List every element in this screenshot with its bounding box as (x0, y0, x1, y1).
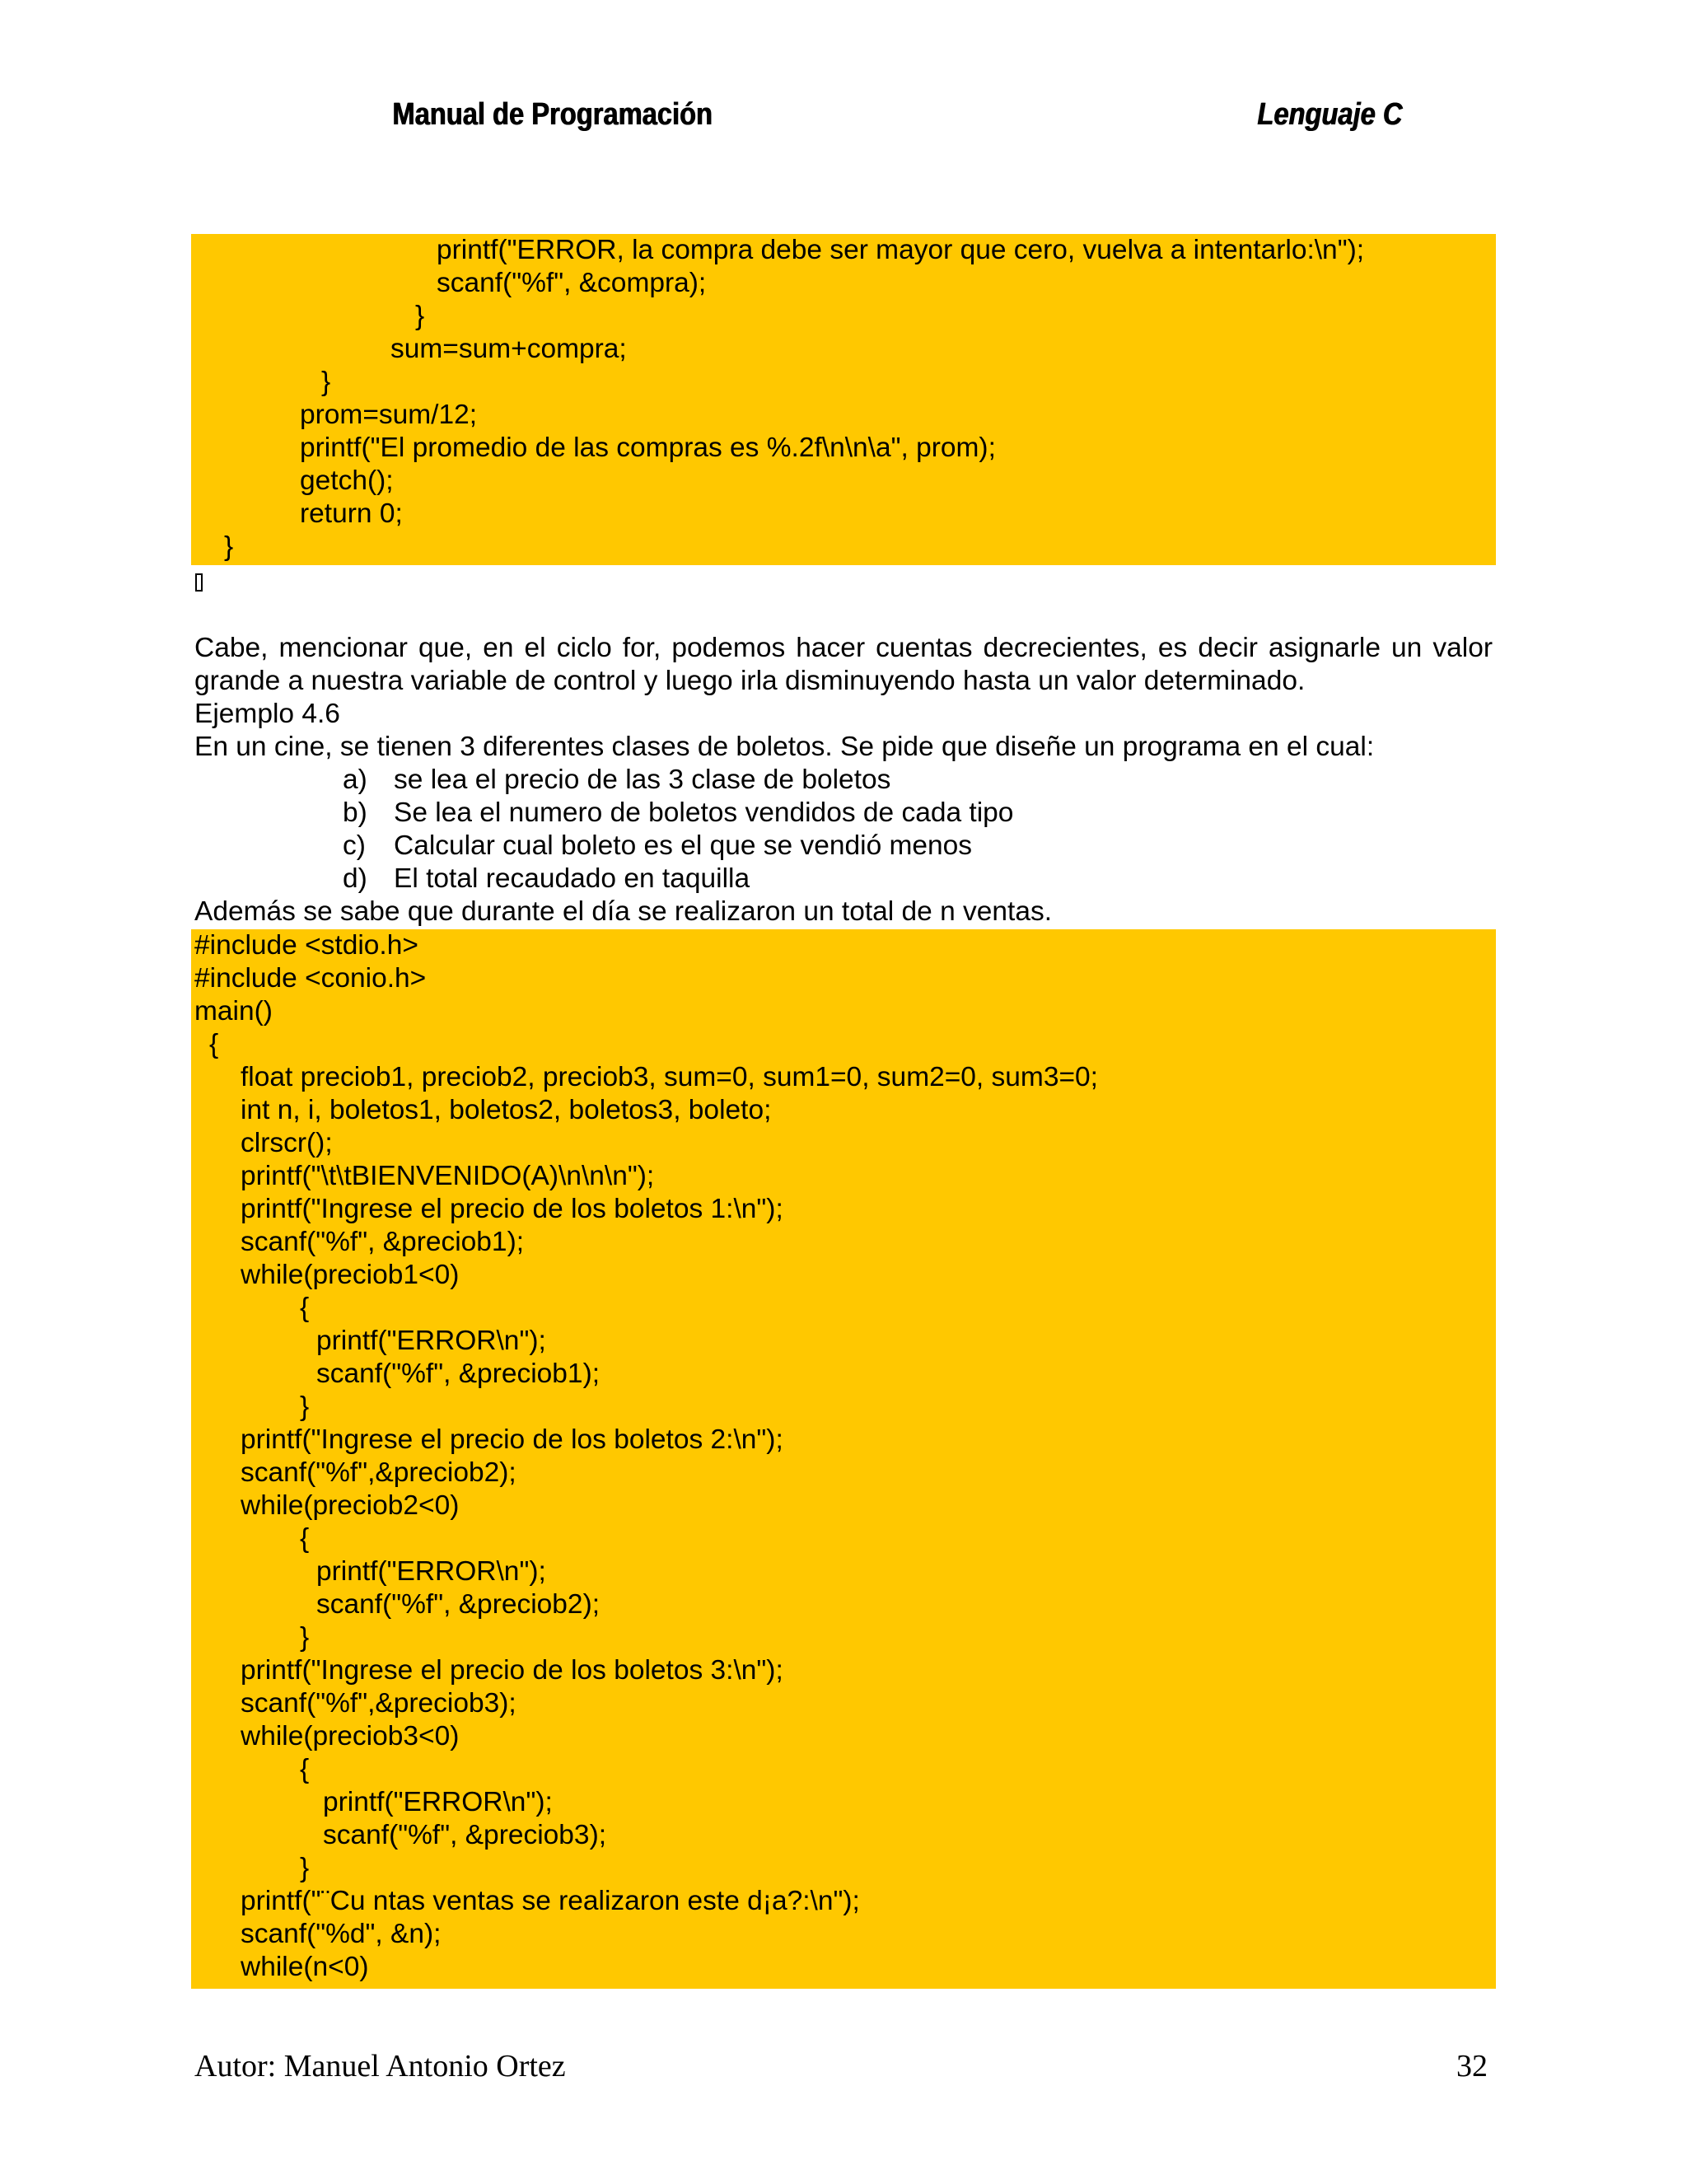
code-line: clrscr(); (241, 1128, 333, 1158)
code-line: scanf("%f", &preciob2); (316, 1589, 600, 1620)
list-item-marker: a) (343, 765, 367, 795)
code-line: scanf("%f", &preciob1); (241, 1227, 525, 1257)
list-item: se lea el precio de las 3 clase de boletos (394, 765, 891, 795)
code-line: scanf("%f",&preciob2); (241, 1457, 516, 1488)
code-line: } (300, 1853, 310, 1883)
code-line: while(preciob1<0) (241, 1260, 460, 1290)
code-line: #include <stdio.h> (194, 930, 418, 961)
list-item: Se lea el numero de boletos vendidos de cada tipo (394, 797, 1014, 828)
code-line: printf("ERROR\n"); (323, 1787, 553, 1817)
list-item-marker: b) (343, 797, 367, 828)
code-line: printf("Ingrese el precio de los boletos 3:\n"); (241, 1655, 783, 1686)
example-title: Ejemplo 4.6 (194, 699, 340, 729)
code-line: { (300, 1293, 310, 1323)
missing-glyph-box (195, 573, 203, 592)
code-line: { (209, 1029, 219, 1059)
example-intro: En un cine, se tienen 3 diferentes clases de boletos. Se pide que diseñe un programa en el cual: (194, 732, 1375, 762)
code-line: } (300, 1391, 310, 1422)
code-line: printf("Ingrese el precio de los boletos 2:\n"); (241, 1424, 783, 1455)
paragraph-line: Cabe, mencionar que, en el ciclo for, podemos hacer cuentas decrecientes, es decir asignarle un valor (194, 633, 1493, 663)
footer-author: Autor: Manuel Antonio Ortez (194, 2049, 566, 2083)
list-item: El total recaudado en taquilla (394, 863, 750, 894)
paragraph-line: grande a nuestra variable de control y luego irla disminuyendo hasta un valor determinado. (194, 666, 1306, 696)
code-line: { (300, 1754, 310, 1784)
code-block-1 (191, 234, 1496, 565)
code-line: return 0; (300, 498, 403, 529)
code-line: } (224, 531, 234, 562)
code-line: printf("ERROR, la compra debe ser mayor que cero, vuelva a intentarlo:\n"); (437, 235, 1365, 265)
code-line: getch(); (300, 465, 394, 496)
code-line: float preciob1, preciob2, preciob3, sum=0, sum1=0, sum2=0, sum3=0; (241, 1062, 1098, 1092)
page-number: 32 (1456, 2049, 1488, 2083)
code-line: scanf("%f",&preciob3); (241, 1688, 516, 1719)
list-item: Calcular cual boleto es el que se vendió menos (394, 830, 973, 861)
code-line: } (415, 301, 425, 331)
list-item-marker: c) (343, 830, 366, 861)
code-line: } (321, 367, 331, 397)
code-line: printf("El promedio de las compras es %.2f\n\n\a", prom); (300, 433, 996, 463)
code-line: scanf("%f", &preciob1); (316, 1359, 600, 1389)
code-line: } (300, 1622, 310, 1653)
header-language-title: Lenguaje C (1257, 97, 1403, 132)
code-line: scanf("%f", &compra); (437, 268, 707, 298)
code-line: #include <conio.h> (194, 963, 427, 994)
code-line: printf("\t\tBIENVENIDO(A)\n\n\n"); (241, 1161, 655, 1191)
code-line: while(preciob2<0) (241, 1490, 460, 1521)
code-line: sum=sum+compra; (390, 334, 627, 364)
header-manual-title: Manual de Programación (392, 97, 713, 132)
code-line: scanf("%d", &n); (241, 1919, 442, 1949)
code-line: while(preciob3<0) (241, 1721, 460, 1751)
code-line: int n, i, boletos1, boletos2, boletos3, boleto; (241, 1095, 772, 1125)
code-block-2 (191, 929, 1496, 1989)
code-line: printf("ERROR\n"); (316, 1326, 546, 1356)
code-line: main() (194, 996, 273, 1027)
closing-sentence: Además se sabe que durante el día se realizaron un total de n ventas. (194, 896, 1053, 927)
code-line: printf("¨Cu ntas ventas se realizaron este d¡a?:\n"); (241, 1886, 860, 1916)
code-line: prom=sum/12; (300, 400, 478, 430)
code-line: scanf("%f", &preciob3); (323, 1820, 607, 1850)
list-item-marker: d) (343, 863, 367, 894)
code-line: while(n<0) (241, 1952, 369, 1982)
code-line: printf("ERROR\n"); (316, 1556, 546, 1587)
code-line: { (300, 1523, 310, 1554)
code-line: printf("Ingrese el precio de los boletos 1:\n"); (241, 1194, 783, 1224)
